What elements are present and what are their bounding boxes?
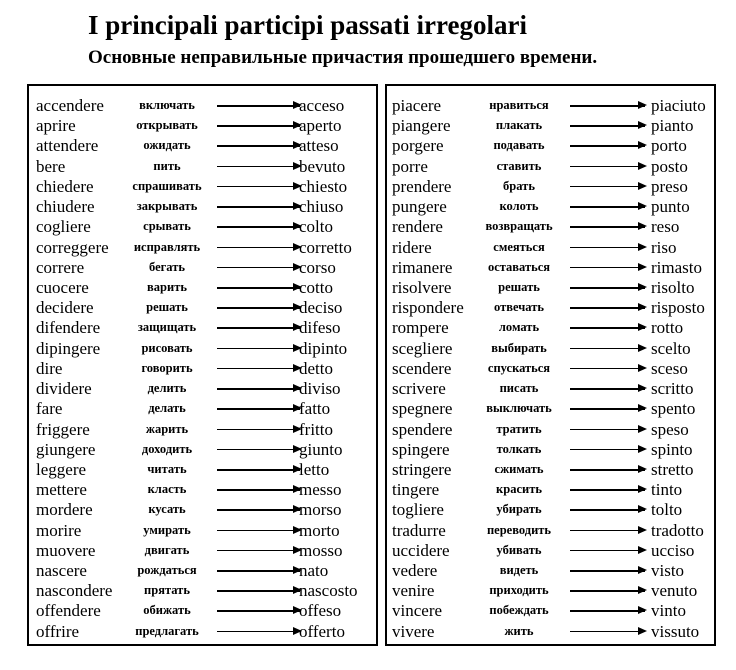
translation: выбирать [491,340,547,355]
arrow-right-icon [570,368,645,370]
arrow-right-icon [570,631,645,633]
verb-row [387,298,714,318]
infinitive: porgere [392,136,444,156]
infinitive: uccidere [392,540,450,560]
verb-row [387,440,714,460]
verb-row [387,238,714,258]
translation: видеть [499,563,539,578]
translation: делить [147,381,187,396]
translation: приходить [489,583,549,598]
arrow-right-icon [570,166,645,168]
translation: переводить [486,522,552,537]
past-participle: aperto [299,116,342,136]
translation: убивать [496,542,542,557]
infinitive: mettere [36,480,87,500]
arrow-right-icon [217,145,300,147]
infinitive: piangere [392,116,451,136]
past-participle: porto [651,136,687,156]
infinitive: offendere [36,601,101,621]
past-participle: riso [651,237,677,257]
past-participle: bevuto [299,156,346,176]
past-participle: posto [651,156,688,176]
arrow-right-icon [570,429,645,431]
past-participle: nato [299,561,329,581]
page-subtitle: Основные неправильные причастия прошедшего времени. [88,47,598,68]
past-participle: rotto [651,318,684,338]
verb-row [29,379,376,399]
past-participle: difeso [299,318,341,338]
translation: прятать [144,583,190,598]
past-participle: chiesto [299,176,348,196]
infinitive: rispondere [392,298,464,318]
infinitive: attendere [36,136,99,156]
verb-row [387,399,714,419]
arrow-right-icon [217,226,300,228]
verb-row [387,258,714,278]
arrow-right-icon [217,348,300,350]
arrow-right-icon [217,327,300,329]
arrow-right-icon [570,206,645,208]
infinitive: pungere [392,197,447,217]
past-participle: tinto [651,480,683,500]
arrow-right-icon [570,267,645,269]
translation: срывать [143,219,191,234]
arrow-right-icon [570,610,645,612]
past-participle: corretto [299,237,352,257]
verb-row [387,177,714,197]
translation: спрашивать [132,178,202,193]
verb-row [387,541,714,561]
translation: двигать [144,542,190,557]
verb-row [29,339,376,359]
infinitive: venire [392,581,435,601]
verb-row [29,541,376,561]
translation: открывать [136,118,198,133]
infinitive: mordere [36,500,93,520]
past-participle: speso [651,419,689,439]
right-verb-table [385,84,716,646]
verb-row [29,521,376,541]
arrow-right-icon [217,247,300,249]
infinitive: togliere [392,500,444,520]
translation: ставить [496,158,542,173]
verb-row [387,521,714,541]
infinitive: chiedere [36,176,94,196]
translation: брать [503,178,535,193]
arrow-right-icon [570,408,645,410]
infinitive: tradurre [392,520,446,540]
verb-row [387,480,714,500]
past-participle: venuto [651,581,698,601]
past-participle: letto [299,459,330,479]
infinitive: fare [36,399,63,419]
infinitive: morire [36,520,82,540]
verb-row [29,622,376,642]
arrow-right-icon [217,610,300,612]
translation: варить [147,279,187,294]
verb-row [387,217,714,237]
past-participle: tolto [651,500,683,520]
past-participle: vinto [651,601,686,621]
infinitive: rendere [392,217,443,237]
infinitive: giungere [36,439,96,459]
arrow-right-icon [217,368,300,370]
translation: читать [147,461,187,476]
translation: класть [147,482,187,497]
verb-row [29,318,376,338]
verb-row [29,359,376,379]
infinitive: aprire [36,116,76,136]
translation: смеяться [493,239,545,254]
translation: колоть [499,199,539,214]
past-participle: acceso [299,96,345,115]
infinitive: ridere [392,237,432,257]
verb-row [29,298,376,318]
arrow-right-icon [570,570,645,572]
past-participle: detto [299,358,333,378]
infinitive: correre [36,257,85,277]
translation: спускаться [487,360,551,375]
infinitive: cogliere [36,217,91,237]
arrow-right-icon [570,550,645,552]
verb-row [387,581,714,601]
past-participle: morto [299,520,340,540]
past-participle: cotto [299,277,333,297]
infinitive: nascere [36,561,87,581]
arrow-right-icon [570,590,645,592]
translation: толкать [496,441,542,456]
infinitive: risolvere [392,277,452,297]
arrow-right-icon [217,206,300,208]
infinitive: prendere [392,176,452,196]
past-participle: dipinto [299,338,348,358]
translation: доходить [141,441,193,456]
translation: подавать [493,138,545,153]
left-verb-rows [29,96,376,642]
infinitive: friggere [36,419,90,439]
verb-row [29,601,376,621]
past-participle: diviso [299,379,341,399]
past-participle: vissuto [651,621,700,641]
infinitive: spegnere [392,399,453,419]
right-verb-rows [387,96,714,642]
infinitive: spingere [392,439,450,459]
arrow-right-icon [570,530,645,532]
arrow-right-icon [217,388,300,390]
verb-row [387,622,714,642]
translation: включать [139,98,195,112]
translation: умирать [143,522,191,537]
infinitive: accendere [36,96,104,115]
arrow-right-icon [217,105,300,107]
arrow-right-icon [570,348,645,350]
past-participle: deciso [299,298,343,318]
verb-row [29,136,376,156]
arrow-right-icon [217,449,300,451]
verb-row [29,399,376,419]
arrow-right-icon [217,166,300,168]
arrow-right-icon [217,489,300,491]
infinitive: muovere [36,540,96,560]
past-participle: stretto [651,459,694,479]
infinitive: vivere [392,621,435,641]
verb-row [387,136,714,156]
translation: рождаться [137,563,197,578]
arrow-right-icon [217,509,300,511]
translation: писать [499,381,539,396]
verb-row [387,157,714,177]
infinitive: rimanere [392,257,453,277]
past-participle: spinto [651,439,693,459]
verb-row [387,96,714,116]
translation: выключать [486,401,552,416]
infinitive: dividere [36,379,92,399]
page-title: I principali participi passati irregolari [88,10,528,40]
past-participle: giunto [299,439,343,459]
translation: бегать [149,259,185,274]
verb-row [29,278,376,298]
arrow-right-icon [217,570,300,572]
verb-row [387,339,714,359]
past-participle: corso [299,257,336,277]
infinitive: bere [36,156,66,176]
past-participle: colto [299,217,333,237]
infinitive: scrivere [392,379,446,399]
infinitive: dire [36,358,63,378]
past-participle: scelto [651,338,691,358]
infinitive: chiudere [36,197,95,217]
infinitive: scendere [392,358,452,378]
verb-row [29,258,376,278]
translation: защищать [137,320,197,335]
past-participle: pianto [651,116,694,136]
translation: делать [148,401,186,416]
infinitive: piacere [392,96,442,115]
translation: закрывать [136,199,198,214]
past-participle: fritto [299,419,333,439]
verb-row [387,116,714,136]
arrow-right-icon [217,469,300,471]
verb-row [29,177,376,197]
past-participle: preso [651,176,688,196]
past-participle: fatto [299,399,331,419]
verb-row [29,581,376,601]
past-participle: piaciuto [651,96,706,115]
infinitive: cuocere [36,277,89,297]
past-participle: punto [651,197,690,217]
verb-row [387,197,714,217]
left-verb-table [27,84,378,646]
translation: кусать [148,502,186,517]
infinitive: nascondere [36,581,113,601]
arrow-right-icon [570,186,645,188]
past-participle: chiuso [299,197,344,217]
past-participle: sceso [651,358,688,378]
infinitive: dipingere [36,338,101,358]
arrow-right-icon [217,186,300,188]
infinitive: vedere [392,561,438,581]
verb-row [387,420,714,440]
past-participle: reso [651,217,680,237]
verb-row [29,96,376,116]
translation: жить [504,623,534,638]
infinitive: scegliere [392,338,453,358]
infinitive: stringere [392,459,452,479]
past-participle: risposto [651,298,705,318]
verb-row [387,278,714,298]
arrow-right-icon [570,287,645,289]
arrow-right-icon [217,631,300,633]
translation: жарить [145,421,189,436]
arrow-right-icon [217,550,300,552]
translation: возвращать [485,219,553,234]
verb-row [387,318,714,338]
past-participle: mosso [299,540,343,560]
arrow-right-icon [570,327,645,329]
translation: нравиться [489,98,549,112]
translation: рисовать [141,340,193,355]
arrow-right-icon [217,267,300,269]
infinitive: rompere [392,318,449,338]
infinitive: porre [392,156,428,176]
arrow-right-icon [570,307,645,309]
arrow-right-icon [217,590,300,592]
past-participle: rimasto [651,257,702,277]
translation: тратить [496,421,542,436]
verb-row [387,500,714,520]
verb-row [29,460,376,480]
translation: оставаться [487,259,551,274]
arrow-right-icon [570,247,645,249]
translation: ломать [498,320,540,335]
arrow-right-icon [570,388,645,390]
translation: решать [146,300,188,315]
verb-row [29,480,376,500]
translation: отвечать [494,300,544,315]
arrow-right-icon [217,125,300,127]
verb-row [387,379,714,399]
translation: пить [153,158,181,173]
infinitive: leggere [36,459,87,479]
arrow-right-icon [570,509,645,511]
verb-row [29,440,376,460]
verb-row [387,601,714,621]
past-participle: risolto [651,277,695,297]
infinitive: decidere [36,298,94,318]
translation: побеждать [489,603,549,618]
translation: обижать [143,603,191,618]
infinitive: offrire [36,621,80,641]
arrow-right-icon [570,449,645,451]
translation: предлагать [135,623,199,638]
arrow-right-icon [217,530,300,532]
past-participle: messo [299,480,342,500]
arrow-right-icon [570,469,645,471]
translation: убирать [496,502,542,517]
past-participle: nascosto [299,581,358,601]
past-participle: offerto [299,621,345,641]
arrow-right-icon [217,307,300,309]
verb-row [29,157,376,177]
infinitive: vincere [392,601,443,621]
infinitive: difendere [36,318,101,338]
translation: плакать [495,118,543,133]
arrow-right-icon [217,287,300,289]
arrow-right-icon [570,105,645,107]
past-participle: visto [651,561,685,581]
verb-row [387,561,714,581]
past-participle: tradotto [651,520,704,540]
infinitive: tingere [392,480,440,500]
verb-row [29,238,376,258]
past-participle: morso [299,500,342,520]
translation: исправлять [133,239,201,254]
translation: решать [498,279,540,294]
verb-row [29,116,376,136]
translation: красить [496,482,542,497]
arrow-right-icon [570,125,645,127]
verb-row [387,359,714,379]
verb-row [387,460,714,480]
verb-row [29,561,376,581]
arrow-right-icon [570,226,645,228]
past-participle: ucciso [651,540,695,560]
arrow-right-icon [217,408,300,410]
past-participle: offeso [299,601,342,621]
arrow-right-icon [217,429,300,431]
infinitive: spendere [392,419,453,439]
verb-row [29,420,376,440]
verb-row [29,217,376,237]
verb-row [29,500,376,520]
arrow-right-icon [570,489,645,491]
past-participle: scritto [651,379,694,399]
past-participle: atteso [299,136,339,156]
arrow-right-icon [570,145,645,147]
infinitive: correggere [36,237,109,257]
verb-row [29,197,376,217]
past-participle: spento [651,399,696,419]
translation: ожидать [143,138,191,153]
translation: говорить [141,360,193,375]
translation: сжимать [494,461,544,476]
